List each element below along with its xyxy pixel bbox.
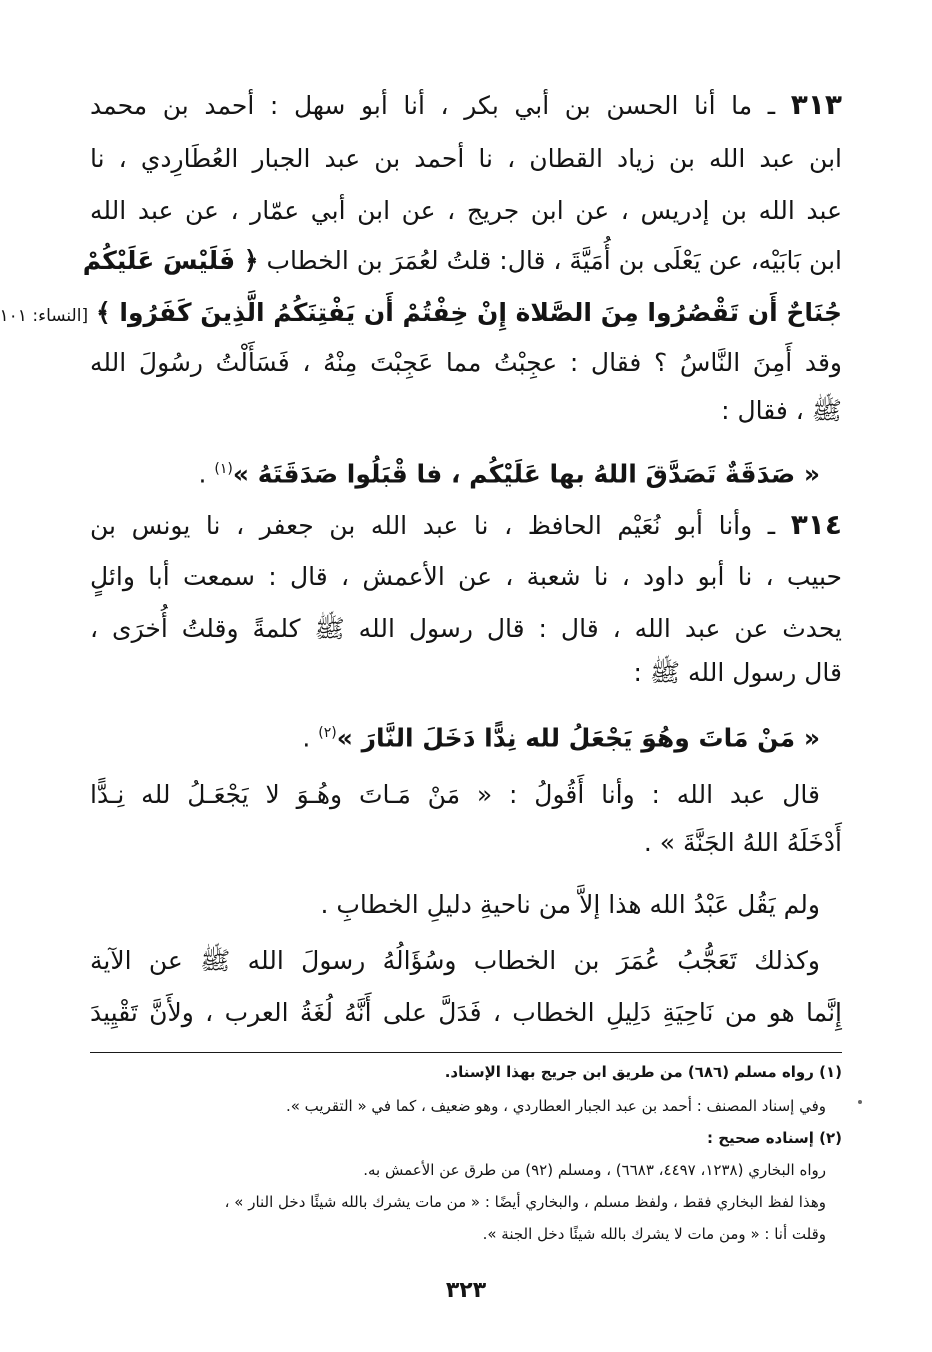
hadith-313-line-6: وقد أَمِنَ النَّاسُ ؟ فقال : عجِبْتُ مما عَجِبْتَ مِنْهُ ، فَسَأَلْتُ رسُولَ الله xyxy=(90,348,842,377)
verse-reference: [النساء: ١٠١ xyxy=(0,306,89,326)
footnote-1-title: (١) رواه مسلم (٦٨٦) من طريق ابن جريج بهذا الإسناد. xyxy=(444,1063,842,1081)
quote-313-end: . xyxy=(198,459,207,489)
footnote-marker-2: (٢) xyxy=(318,725,337,741)
hadith-313-line-3: عبد الله بن إدريس ، عن ابن جريج ، عن ابن أبي عمّار ، عن عبد الله xyxy=(90,196,842,225)
hadith-number-313: ٣١٣ xyxy=(790,88,843,121)
commentary-line-3: ولم يَقُل عَبْدُ الله هذا إلاَّ من ناحيةِ دليلِ الخطابِ . xyxy=(320,890,820,919)
hadith-313-quote xyxy=(90,444,820,499)
commentary-line-1: قال عبد الله : وأنا أَقُولُ : « مَنْ مَـاتَ وهُـوَ لا يَجْعَـلُ لله نِـدًّا xyxy=(90,780,820,809)
hadith-313-line-7: ﷺ ، فقال : xyxy=(721,396,842,425)
hadith-314-opening: ـ وأنا أبو نُعَيْم الحافظ ، نا عبد الله بن جعفر ، نا يونس بن xyxy=(90,511,776,540)
hadith-314-line-1 xyxy=(90,500,842,551)
hadith-314-line-3: يحدث عن عبد الله ، قال : قال رسول الله ﷺ كلمةً وقلتُ أُخرَى ، xyxy=(90,614,842,643)
hadith-313-line-4 xyxy=(82,236,842,286)
hadith-314-line-4: قال رسول الله ﷺ : xyxy=(633,658,842,687)
footnote-2-text-3: وقلت أنا : « ومن مات لا يشرك بالله شيئًا دخل الجنة ». xyxy=(482,1225,826,1243)
footnote-divider xyxy=(90,1052,842,1053)
prophetic-saying-313: « صَدَقَةٌ تَصَدَّقَ اللهُ بها عَلَيْكُم ، فا قْبَلُوا صَدَقَتَهُ » xyxy=(232,459,820,489)
hadith-313-opening: ـ ما أنا الحسن بن أبي بكر ، أنا أبو سهل : أحمد بن محمد xyxy=(90,91,776,120)
hadith-313-line-1 xyxy=(90,80,842,131)
footnote-1-text: وفي إسناد المصنف : أحمد بن عبد الجبار العطاردي ، وهو ضعيف ، كما في « التقريب ». xyxy=(285,1097,826,1115)
commentary-line-2: أَدْخَلَهُ اللهُ الجَنَّةَ » . xyxy=(643,828,842,857)
page-number: ٣٢٣ xyxy=(445,1278,487,1303)
footnote-2-text-1: رواه البخاري (١٢٣٨، ٤٤٩٧، ٦٦٨٣) ، ومسلم (٩٢) من طرق عن الأعمش به. xyxy=(363,1161,826,1179)
footnote-2-text-2: وهذا لفظ البخاري فقط ، ولفظ مسلم ، والبخاري أيضًا : « من مات يشرك بالله شيئًا دخل النار » ، xyxy=(224,1193,826,1211)
footnote-marker-1: (١) xyxy=(214,461,233,477)
hadith-313-line-4-text: ابن بَابَيْه، عن يَعْلَى بن أُمَيَّةَ ، قال: قلتُ لعُمَرَ بن الخطاب xyxy=(266,246,842,275)
hadith-313-line-2: ابن عبد الله بن زياد القطان ، نا أحمد بن عبد الجبار العُطَارِدي ، نا xyxy=(90,144,842,173)
hadith-314-line-2: حبيب ، نا أبو داود ، نا شعبة ، عن الأعمش ، قال : سمعت أبا وائلٍ xyxy=(90,562,842,591)
margin-dot xyxy=(858,1100,862,1104)
hadith-313-line-5 xyxy=(0,288,842,341)
quote-314-end: . xyxy=(302,723,311,753)
commentary-line-4: وكذلك تَعَجُّبُ عُمَرَ بن الخطاب وسُؤَالُهُ رسولَ الله ﷺ عن الآية xyxy=(90,946,820,975)
prophetic-saying-314: « مَنْ مَاتَ وهُوَ يَجْعَلُ لله نِدًّا دَخَلَ النَّارَ » xyxy=(336,723,820,753)
hadith-number-314: ٣١٤ xyxy=(790,508,842,541)
footnote-2-title: (٢) إسناده صحيح : xyxy=(707,1129,842,1147)
hadith-314-quote xyxy=(90,708,820,763)
quran-verse: جُنَاحٌ أَن تَقْصُرُوا مِنَ الصَّلاة إِنْ خِفْتُمْ أَن يَفْتِنَكُمُ الَّذِينَ كَفَرُوا ﴾ xyxy=(96,298,842,327)
commentary-line-5: إِنَّما هو من نَاحِيَةِ دَلِيلِ الخطاب ، فَدَلَّ على أَنَّهُ لُغَةُ العرب ، ولأَنَّ تَقْيِيدَ xyxy=(90,998,842,1027)
quran-verse-start: ﴿ فَلَيْسَ عَلَيْكُمْ xyxy=(82,246,259,275)
